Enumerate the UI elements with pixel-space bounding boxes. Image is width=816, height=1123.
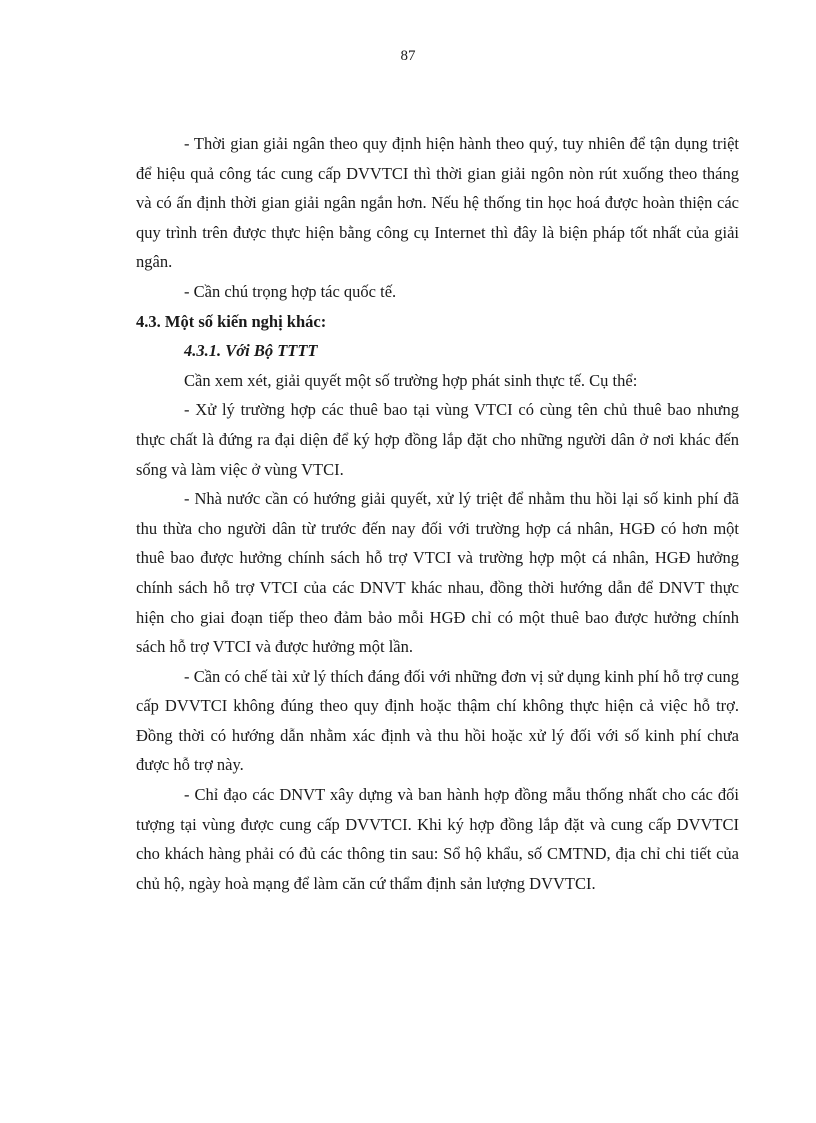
paragraph-sanctions: - Cần có chế tài xử lý thích đáng đối với những đơn vị sử dụng kinh phí hỗ trợ cung cấp DVVTCI không đúng theo quy định hoặc thậm chí không thực hiện cả việc hỗ trợ. Đồng thời có hướng dẫn nhằm xác định và thu hồi hoặc xử lý đối với số kinh phí chưa được hỗ trợ này. [136, 666, 739, 775]
paragraph-disbursement: - Thời gian giải ngân theo quy định hiện hành theo quý, tuy nhiên để tận dụng triệt để hiệu quả công tác cung cấp DVVTCI thì thời gian giải ngôn nòn rút xuống theo tháng và có ấn định thời gian giải ngân ngắn hơn. Nếu hệ thống tin học hoá được hoàn thiện các quy trình trên được thực hiện bằng công cụ Internet thì đây là biện pháp tốt nhất của giải ngân. [136, 134, 739, 272]
section-heading-4-3: 4.3. Một số kiến nghị khác: [136, 311, 327, 331]
paragraph-funding-recovery: - Nhà nước cần có hướng giải quyết, xử lý triệt để nhằm thu hồi lại số kinh phí đã thu thừa cho người dân từ trước đến nay đối với trường hợp cá nhân, HGĐ có hơn một thuê bao được hưởng chính sách hỗ trợ VTCI và trường hợp một cá nhân, HGĐ hưởng chính sách hỗ trợ VTCI của các DNVT khác nhau, đồng thời hướng dẫn để DNVT thực hiện cho giai đoạn tiếp theo đảm bảo mỗi HGĐ chỉ có một thuê bao được hưởng chính sách hỗ trợ VTCI và được hưởng một lần. [136, 489, 739, 657]
paragraph-intro: Cần xem xét, giải quyết một số trường hợp phát sinh thực tế. Cụ thể: [184, 370, 638, 390]
subsection-heading-4-3-1: 4.3.1. Với Bộ TTTT [184, 341, 318, 361]
paragraph-international-cooperation: - Cần chú trọng hợp tác quốc tế. [184, 281, 397, 301]
paragraph-subscriber-handling: - Xử lý trường hợp các thuê bao tại vùng VTCI có cùng tên chủ thuê bao nhưng thực chất là đứng ra đại diện để ký hợp đồng lắp đặt cho những người dân ở nơi khác đến sống và làm việc ở vùng VTCI. [136, 400, 739, 479]
document-body [136, 129, 739, 898]
page-number: 87 [400, 48, 416, 64]
paragraph-contract-template: - Chỉ đạo các DNVT xây dựng và ban hành hợp đồng mẫu thống nhất cho các đối tượng tại vùng được cung cấp DVVTCI. Khi ký hợp đồng lắp đặt và cung cấp DVVTCI cho khách hàng phải có đủ các thông tin sau: Sổ hộ khẩu, số CMTND, địa chỉ chi tiết của chủ hộ, ngày hoà mạng để làm căn cứ thẩm định sản lượng DVVTCI. [136, 785, 739, 893]
